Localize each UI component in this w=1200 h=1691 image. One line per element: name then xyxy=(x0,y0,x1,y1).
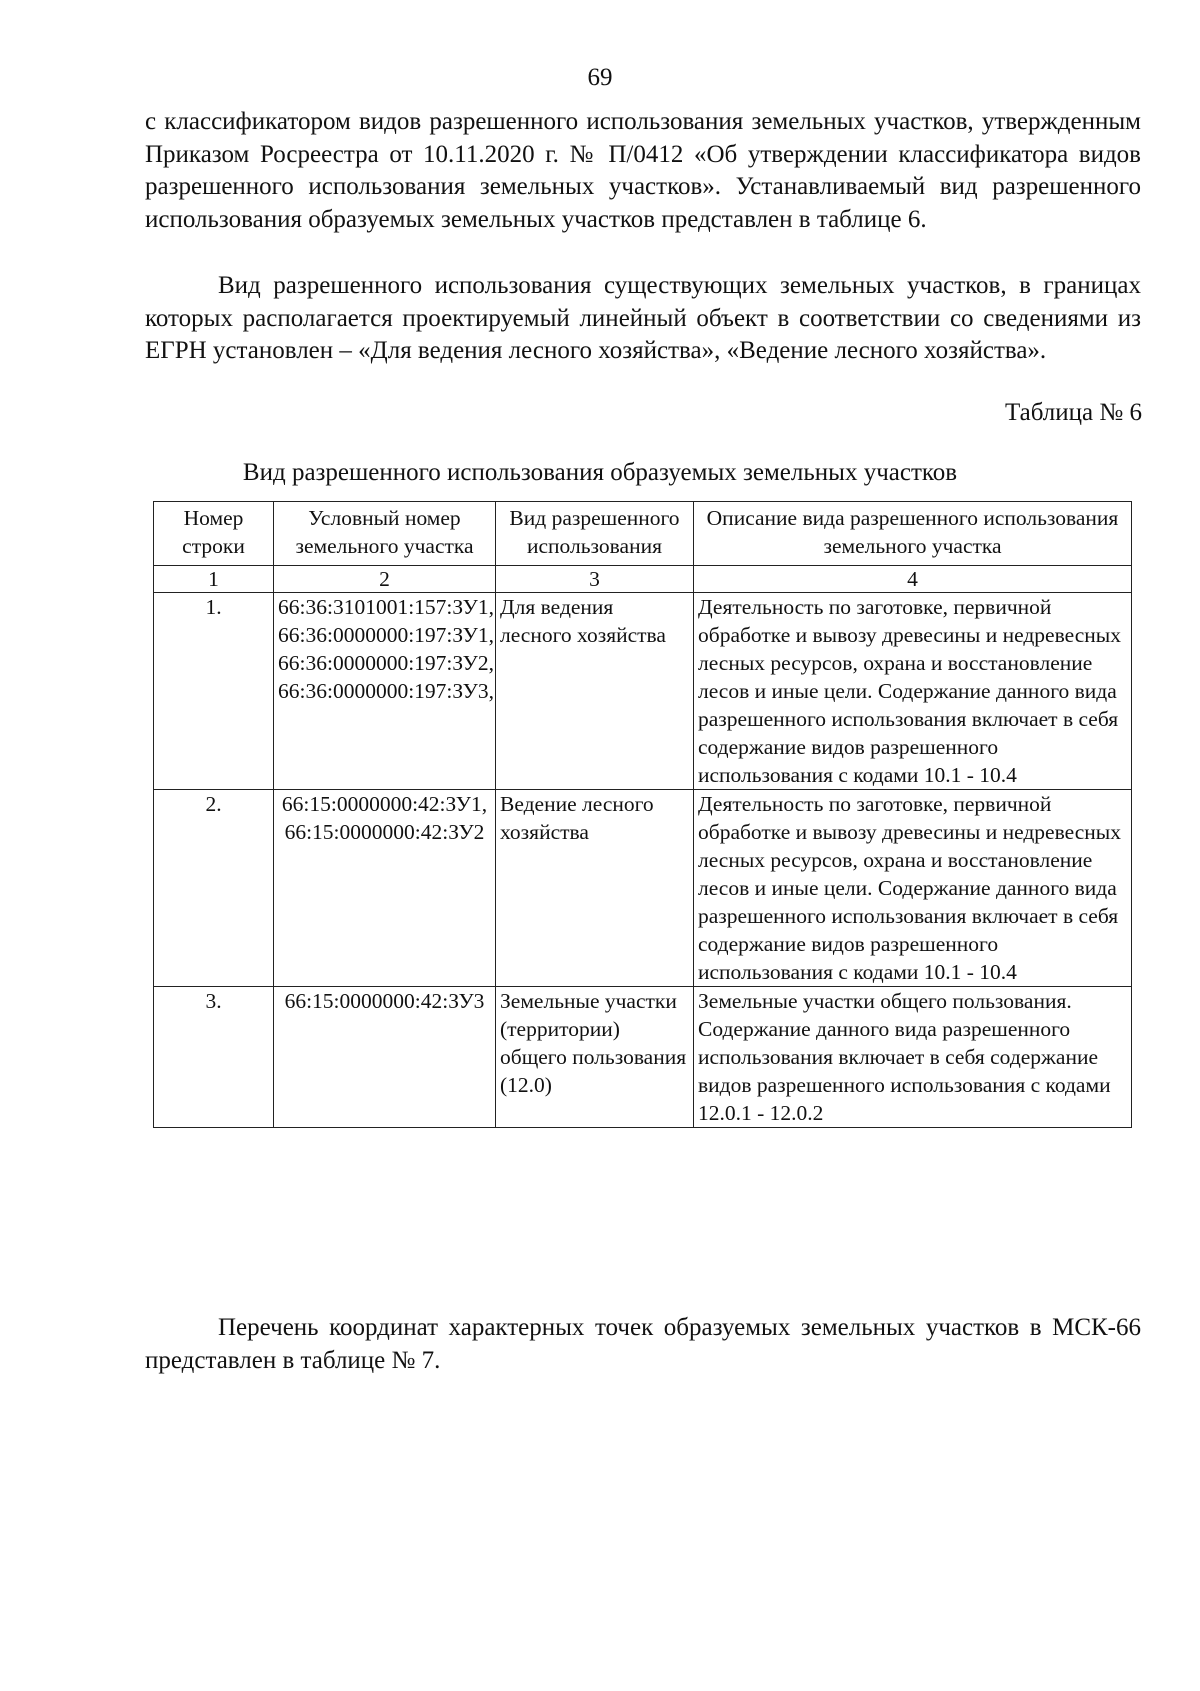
table-column-numbers-row xyxy=(154,566,1132,593)
parcel-number-cell xyxy=(274,987,496,1128)
column-number: 4 xyxy=(694,566,1132,593)
header-permitted-use: Вид разрешенного использования xyxy=(496,502,694,566)
parcel-number-cell xyxy=(274,790,496,987)
use-description-cell: Деятельность по заготовке, первичной обработке и вывозу древесины и недревесных лесных ресурсов, охрана и восстановление лесов и иные цели. Содержание данного вида разрешенного использования включает в себя содержание видов разрешенного использования с кодами 10.1 - 10.4 xyxy=(694,593,1132,790)
table-row xyxy=(154,593,1132,790)
header-row-number: Номер строки xyxy=(154,502,274,566)
parcel-number: 66:15:0000000:42:ЗУ3 xyxy=(284,989,485,1013)
row-number-cell: 1. xyxy=(154,593,274,790)
table-label: Таблица № 6 xyxy=(1004,399,1142,426)
use-description-cell: Земельные участки общего пользования. Содержание данного вида разрешенного использования включает в себя содержание видов разрешенного использования с кодами 12.0.1 - 12.0.2 xyxy=(694,987,1132,1128)
column-number: 2 xyxy=(274,566,496,593)
header-parcel-number: Условный номер земельного участка xyxy=(274,502,496,566)
parcel-number: 66:15:0000000:42:ЗУ1, xyxy=(281,792,488,816)
column-number: 1 xyxy=(154,566,274,593)
paragraph-coordinates-reference: Перечень координат характерных точек образуемых земельных участков в МСК-66 представлен в таблице № 7. xyxy=(145,1314,1141,1374)
column-number: 3 xyxy=(496,566,694,593)
use-description-cell: Деятельность по заготовке, первичной обработке и вывозу древесины и недревесных лесных ресурсов, охрана и восстановление лесов и иные цели. Содержание данного вида разрешенного использования включает в себя содержание видов разрешенного использования с кодами 10.1 - 10.4 xyxy=(694,790,1132,987)
parcel-number: 66:36:0000000:197:ЗУ1, xyxy=(278,623,494,647)
land-use-table xyxy=(153,501,1132,1128)
table-header-row xyxy=(154,502,1132,566)
header-use-description: Описание вида разрешенного использования земельного участка xyxy=(694,502,1132,566)
row-number-cell: 2. xyxy=(154,790,274,987)
parcel-number: 66:36:0000000:197:ЗУ3, xyxy=(278,679,494,703)
permitted-use-cell: Для ведения лесного хозяйства xyxy=(496,593,694,790)
table-title: Вид разрешенного использования образуемых земельных участков xyxy=(242,459,958,486)
paragraph-existing-use: Вид разрешенного использования существующих земельных участков, в границах которых располагается проектируемый линейный объект в соответствии со сведениями из ЕГРН установлен – «Для ведения лесного хозяйства», «Ведение лесного хозяйства». xyxy=(145,272,1141,365)
permitted-use-cell: Земельные участки (территории) общего пользования (12.0) xyxy=(496,987,694,1128)
parcel-number: 66:15:0000000:42:ЗУ2 xyxy=(284,820,485,844)
row-number-cell: 3. xyxy=(154,987,274,1128)
parcel-number-cell xyxy=(274,593,496,790)
parcel-number: 66:36:0000000:197:ЗУ2, xyxy=(278,651,494,675)
table-row xyxy=(154,987,1132,1128)
permitted-use-cell: Ведение лесного хозяйства xyxy=(496,790,694,987)
page-number: 69 xyxy=(587,64,613,91)
parcel-number: 66:36:3101001:157:ЗУ1, xyxy=(278,595,494,619)
table-row xyxy=(154,790,1132,987)
paragraph-intro: с классификатором видов разрешенного использования земельных участков, утвержденным Приказом Росреестра от 10.11.2020 г. № П/0412 «Об утверждении классификатора видов разрешенного использования земельных участков». Устанавливаемый вид разрешенного использования образуемых земельных участков представлен в таблице 6. xyxy=(145,108,1141,233)
